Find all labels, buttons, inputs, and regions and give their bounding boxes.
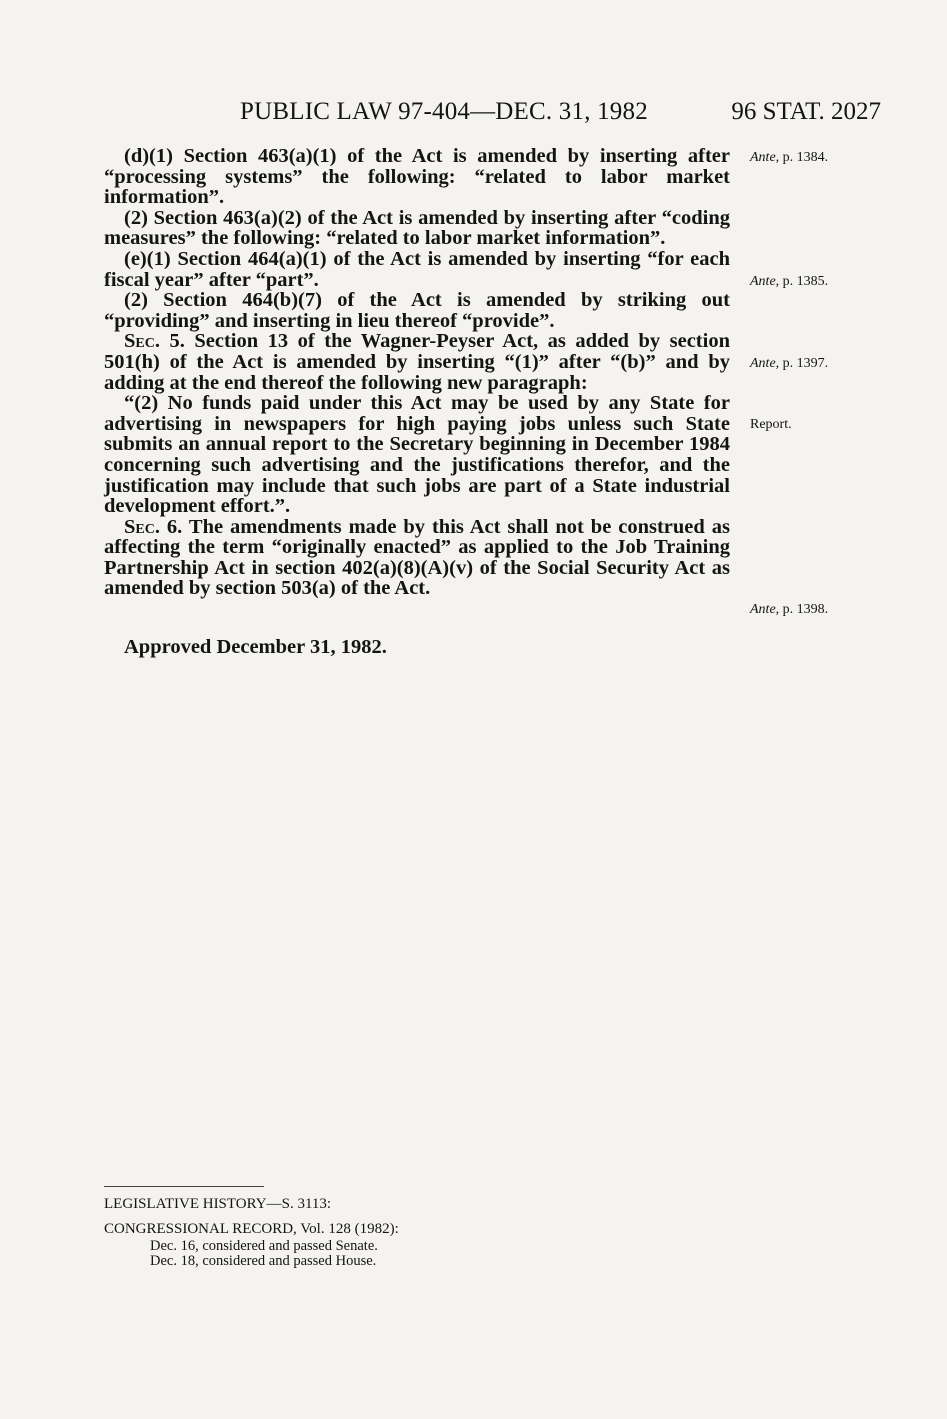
paragraph-sec5 [104, 331, 730, 393]
page-header-title: PUBLIC LAW 97-404—DEC. 31, 1982 [240, 98, 648, 125]
paragraph-sec5-quote: “(2) No funds paid under this Act may be used by any State for advertising in newspapers for high paying jobs unless such State submits an annual report to the Secretary beginning in December 1984 concerning such advertising and the justifications therefor, and the justification may include that such jobs are part of a State industrial development effort.”. [104, 392, 730, 518]
section-label: Sec. 6. [124, 515, 183, 538]
history-line: Dec. 18, considered and passed House. [150, 1253, 377, 1269]
law-text [104, 146, 730, 599]
legislative-history-title: LEGISLATIVE HISTORY—S. 3113: [104, 1196, 332, 1212]
margin-note: Report. [750, 417, 792, 432]
section-text: The amendments made by this Act shall not be construed as affecting the term “originally enacted” as applied to the Job Training Partnership Act in section 402(a)(8)(A)(v) of the Social Security Act as amended by section 503(a) of the Act. [104, 515, 730, 600]
history-line: Dec. 16, considered and passed Senate. [150, 1238, 378, 1254]
margin-note: Ante, p. 1397. [750, 356, 829, 371]
paragraph-d2: (2) Section 463(a)(2) of the Act is amended by inserting after “coding measures” the following: “related to labor market information”. [104, 206, 730, 250]
section-text: Section 13 of the Wagner-Peyser Act, as added by section 501(h) of the Act is amended by inserting “(1)” after “(b)” and by adding at the end thereof the following new paragraph: [104, 330, 730, 394]
divider [104, 1186, 264, 1187]
margin-note: Ante, p. 1385. [750, 274, 829, 289]
paragraph-sec6 [104, 517, 730, 599]
congressional-record: CONGRESSIONAL RECORD, Vol. 128 (1982): [104, 1221, 399, 1237]
approval-line: Approved December 31, 1982. [124, 636, 387, 658]
paragraph-d1: (d)(1) Section 463(a)(1) of the Act is amended by inserting after “processing systems” the following: “related to labor market information”. [104, 145, 730, 209]
page-header-stat: 96 STAT. 2027 [731, 98, 881, 125]
paragraph-e1: (e)(1) Section 464(a)(1) of the Act is amended by inserting “for each fiscal year” after “part”. [104, 247, 730, 291]
section-label: Sec. 5. [124, 330, 185, 353]
paragraph-e2: (2) Section 464(b)(7) of the Act is amended by striking out “providing” and inserting in lieu thereof “provide”. [104, 289, 730, 332]
margin-note: Ante, p. 1384. [750, 150, 829, 165]
margin-note: Ante, p. 1398. [750, 602, 829, 617]
